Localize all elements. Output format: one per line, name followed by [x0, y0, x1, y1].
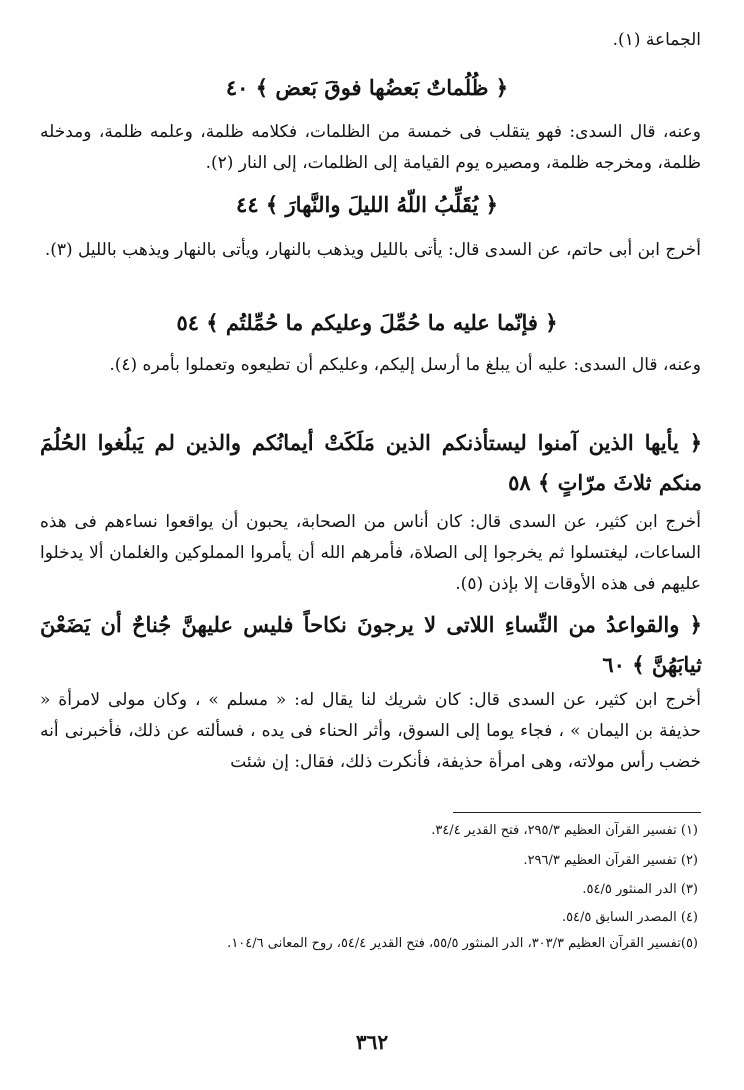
quran-verse-heading: ﴿ ظُلُماتٌ بَعضُها فوقَ بَعض ﴾ ٤٠ — [225, 75, 509, 100]
footnote-divider — [453, 812, 701, 813]
quran-verse-heading: ﴿ يُقَلِّبُ اللّهُ الليلَ والنَّهارَ ﴾ ٤٤ — [236, 192, 498, 217]
commentary-paragraph: وعنه، قال السدى: عليه أن يبلغ ما أرسل إليكم، وعليكم أن تطيعوه وتعملوا بأمره (٤). — [109, 355, 701, 375]
quran-verse-heading: ﴿ يأيها الذين آمنوا ليستأذنكم الذين مَلَكَتْ أيمانُكم والذين لم يَبلُغوا الحُلُمَ منكم ثلاثَ مرّاتٍ ﴾ ٥٨ — [40, 430, 702, 495]
page-number: ٣٦٢ — [355, 1030, 389, 1054]
commentary-paragraph: وعنه، قال السدى: فهو يتقلب فى خمسة من الظلمات، فكلامه ظلمة، وعلمه ظلمة، ومدخله ظلمة، ومخرجه ظلمة، ومصيره يوم القيامة إلى الظلمات، إلى النار (٢). — [40, 122, 701, 173]
commentary-paragraph: أخرج ابن كثير، عن السدى قال: كان أناس من الصحابة، يحبون أن يواقعوا نساءهم فى هذه الساعات، ليغتسلوا ثم يخرجوا إلى الصلاة، فأمرهم الله أن يأمروا المملوكين والغلمان ألا يدخلوا عليهم فى هذه الأوقات إلا بإذن (٥). — [40, 512, 701, 594]
quran-verse-heading: ﴿ والقواعدُ من النِّساءِ اللاتى لا يرجونَ نكاحاً فليس عليهنَّ جُناحٌ أن يَضَعْنَ ثيابَهُنَّ ﴾ ٦٠ — [40, 612, 702, 677]
footnote: (٣) الدر المنثور ٥٤/٥. — [582, 882, 698, 897]
continued-text: الجماعة (١). — [612, 30, 701, 50]
footnote: (١) تفسير القرآن العظيم ٢٩٥/٣، فتح القدير ٣٤/٤. — [431, 823, 698, 838]
footnote: (٥)تفسير القرآن العظيم ٣٠٣/٣، الدر المنثور ٥٥/٥، فتح القدير ٥٤/٤، روح المعانى ١٠٤/٦. — [227, 936, 698, 951]
commentary-paragraph: أخرج ابن كثير، عن السدى قال: كان شريك لنا يقال له: « مسلم » ، وكان مولى لامرأة « حذيفة بن اليمان » ، فجاء يوما إلى السوق، وأثر الحناء فى يده ، فسألته عن ذلك، فأخبرنى أنه خضب رأس مولاته، وهى امرأة حذيفة، فأنكرت ذلك، فقال: إن شئت — [40, 690, 701, 772]
footnote: (٢) تفسير القرآن العظيم ٢٩٦/٣. — [523, 853, 698, 868]
footnote: (٤) المصدر السابق ٥٤/٥. — [561, 910, 698, 925]
commentary-paragraph: أخرج ابن أبى حاتم، عن السدى قال: يأتى بالليل ويذهب بالنهار، ويأتى بالنهار ويذهب بالليل (٣). — [44, 240, 701, 260]
quran-verse-heading: ﴿ فإنّما عليه ما حُمِّلَ وعليكم ما حُمِّلتُم ﴾ ٥٤ — [176, 310, 558, 335]
